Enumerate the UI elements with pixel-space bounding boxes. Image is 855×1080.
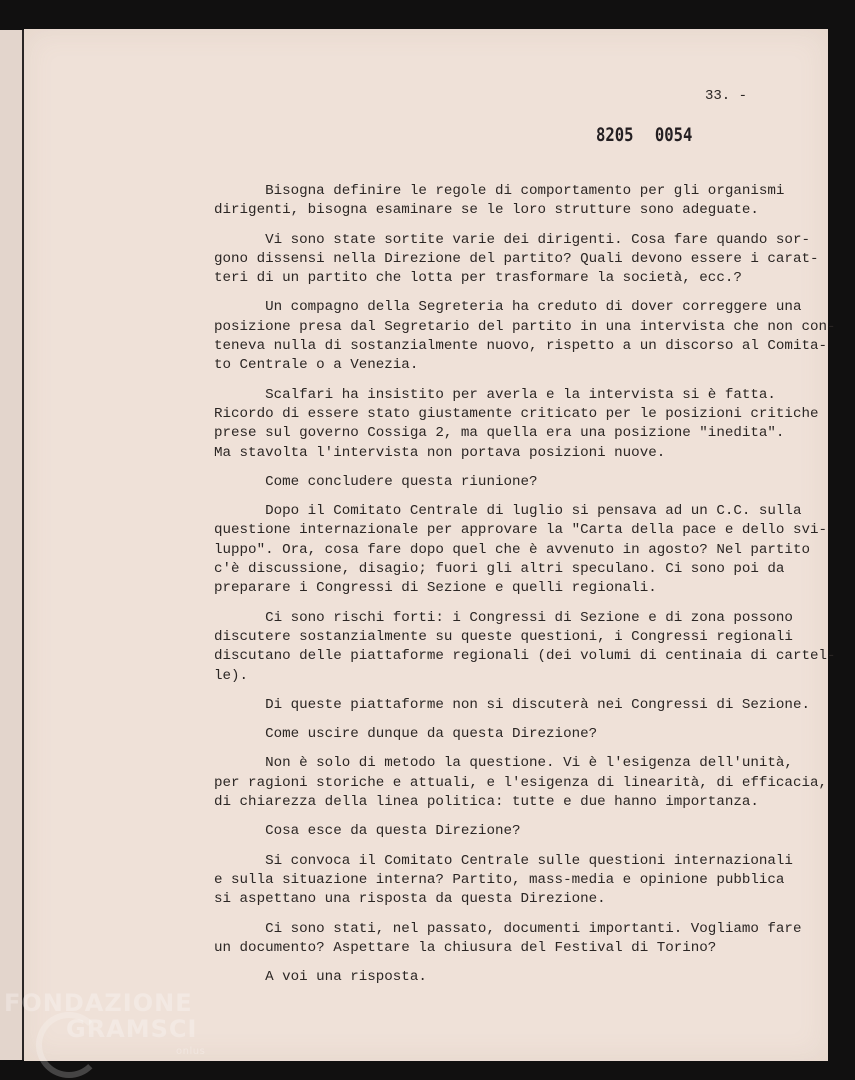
paragraph: Come concludere questa riunione? (214, 473, 538, 490)
paragraph: Cosa esce da questa Direzione? (214, 823, 521, 840)
watermark-ring-logo (36, 1012, 102, 1078)
previous-page-edge (0, 30, 22, 1060)
archive-stamp-code (596, 124, 692, 146)
paragraph: Bisogna definire le regole di comportamento per gli organismi dirigenti, bisogna esaminare se le loro strutture sono adeguate. (214, 183, 785, 219)
watermark-line-2: GRAMSCI (66, 1015, 198, 1043)
paragraph: Ci sono stati, nel passato, documenti importanti. Vogliamo fare un documento? Aspettare la chiusura del Festival di Torino? (214, 920, 802, 956)
paragraph: Ci sono rischi forti: i Congressi di Sezione e di zona possono discutere sostanzialmente su queste questioni, i Congressi regionali discutano delle piattaforme regionali (dei volumi di centinaia di le). (214, 609, 793, 684)
paragraph: Dopo il Comitato Centrale di luglio si pensava ad un C.C. sulla questione internazionale per approvare la "Carta della pace e dello luppo". Ora, cosa fare dopo quel che è avvenuto in agosto? Nel partito c'è discussione, disagio; fuori gli altri speculano. Ci sono poi da preparare i Congressi di Sezione e quelli regionali. (214, 503, 810, 597)
archive-code-part: 8205 (596, 124, 634, 146)
page-number: 33. - (705, 88, 748, 104)
archive-code-part: 0054 (654, 124, 693, 146)
paragraph: Si convoca il Comitato Centrale sulle questioni internazionali e sulla situazione interna? Partito, mass-media e opinione pubblica si aspettano una risposta da questa Direzione. (214, 852, 793, 908)
typed-body-text (214, 182, 827, 997)
watermark-line-3: onlus (176, 1046, 206, 1057)
paragraph: Vi sono state sortite varie dei dirigenti. Cosa fare quando sor- gono dissensi nella Direzione del partito? Quali devono essere i carat- teri di un partito che lotta per trasformare la società, ecc.? (214, 231, 819, 287)
paragraph: Come uscire dunque da questa Direzione? (214, 726, 598, 743)
fondazione-gramsci-watermark (4, 989, 206, 1057)
paragraph: A voi una risposta. (214, 969, 427, 986)
watermark-line-1: FONDAZIONE (4, 989, 193, 1017)
paragraph: Di queste piattaforme non si discuterà nei Congressi di Sezione. (214, 696, 810, 713)
paragraph: Un compagno della Segreteria ha creduto di dover correggere una posizione presa dal Segretario del partito in una intervista che non teneva nulla di sostanzialmente nuovo, rispetto a un discorso al to Centrale o a Venezia. (214, 299, 802, 374)
paragraph: Non è solo di metodo la questione. Vi è l'esigenza dell'unità, per ragioni storiche e attuali, e l'esigenza di linearità, di efficacia, di chiarezza della linea politica: tutte e due hanno importanza. (214, 755, 827, 811)
paragraph: Scalfari ha insistito per averla e la intervista si è fatta. Ricordo di essere stato giustamente criticato per le posizioni critiche prese sul governo Cossiga 2, ma quella era una posizione "inedita". Ma stavolta l'intervista non portava posizioni nuove. (214, 386, 819, 461)
